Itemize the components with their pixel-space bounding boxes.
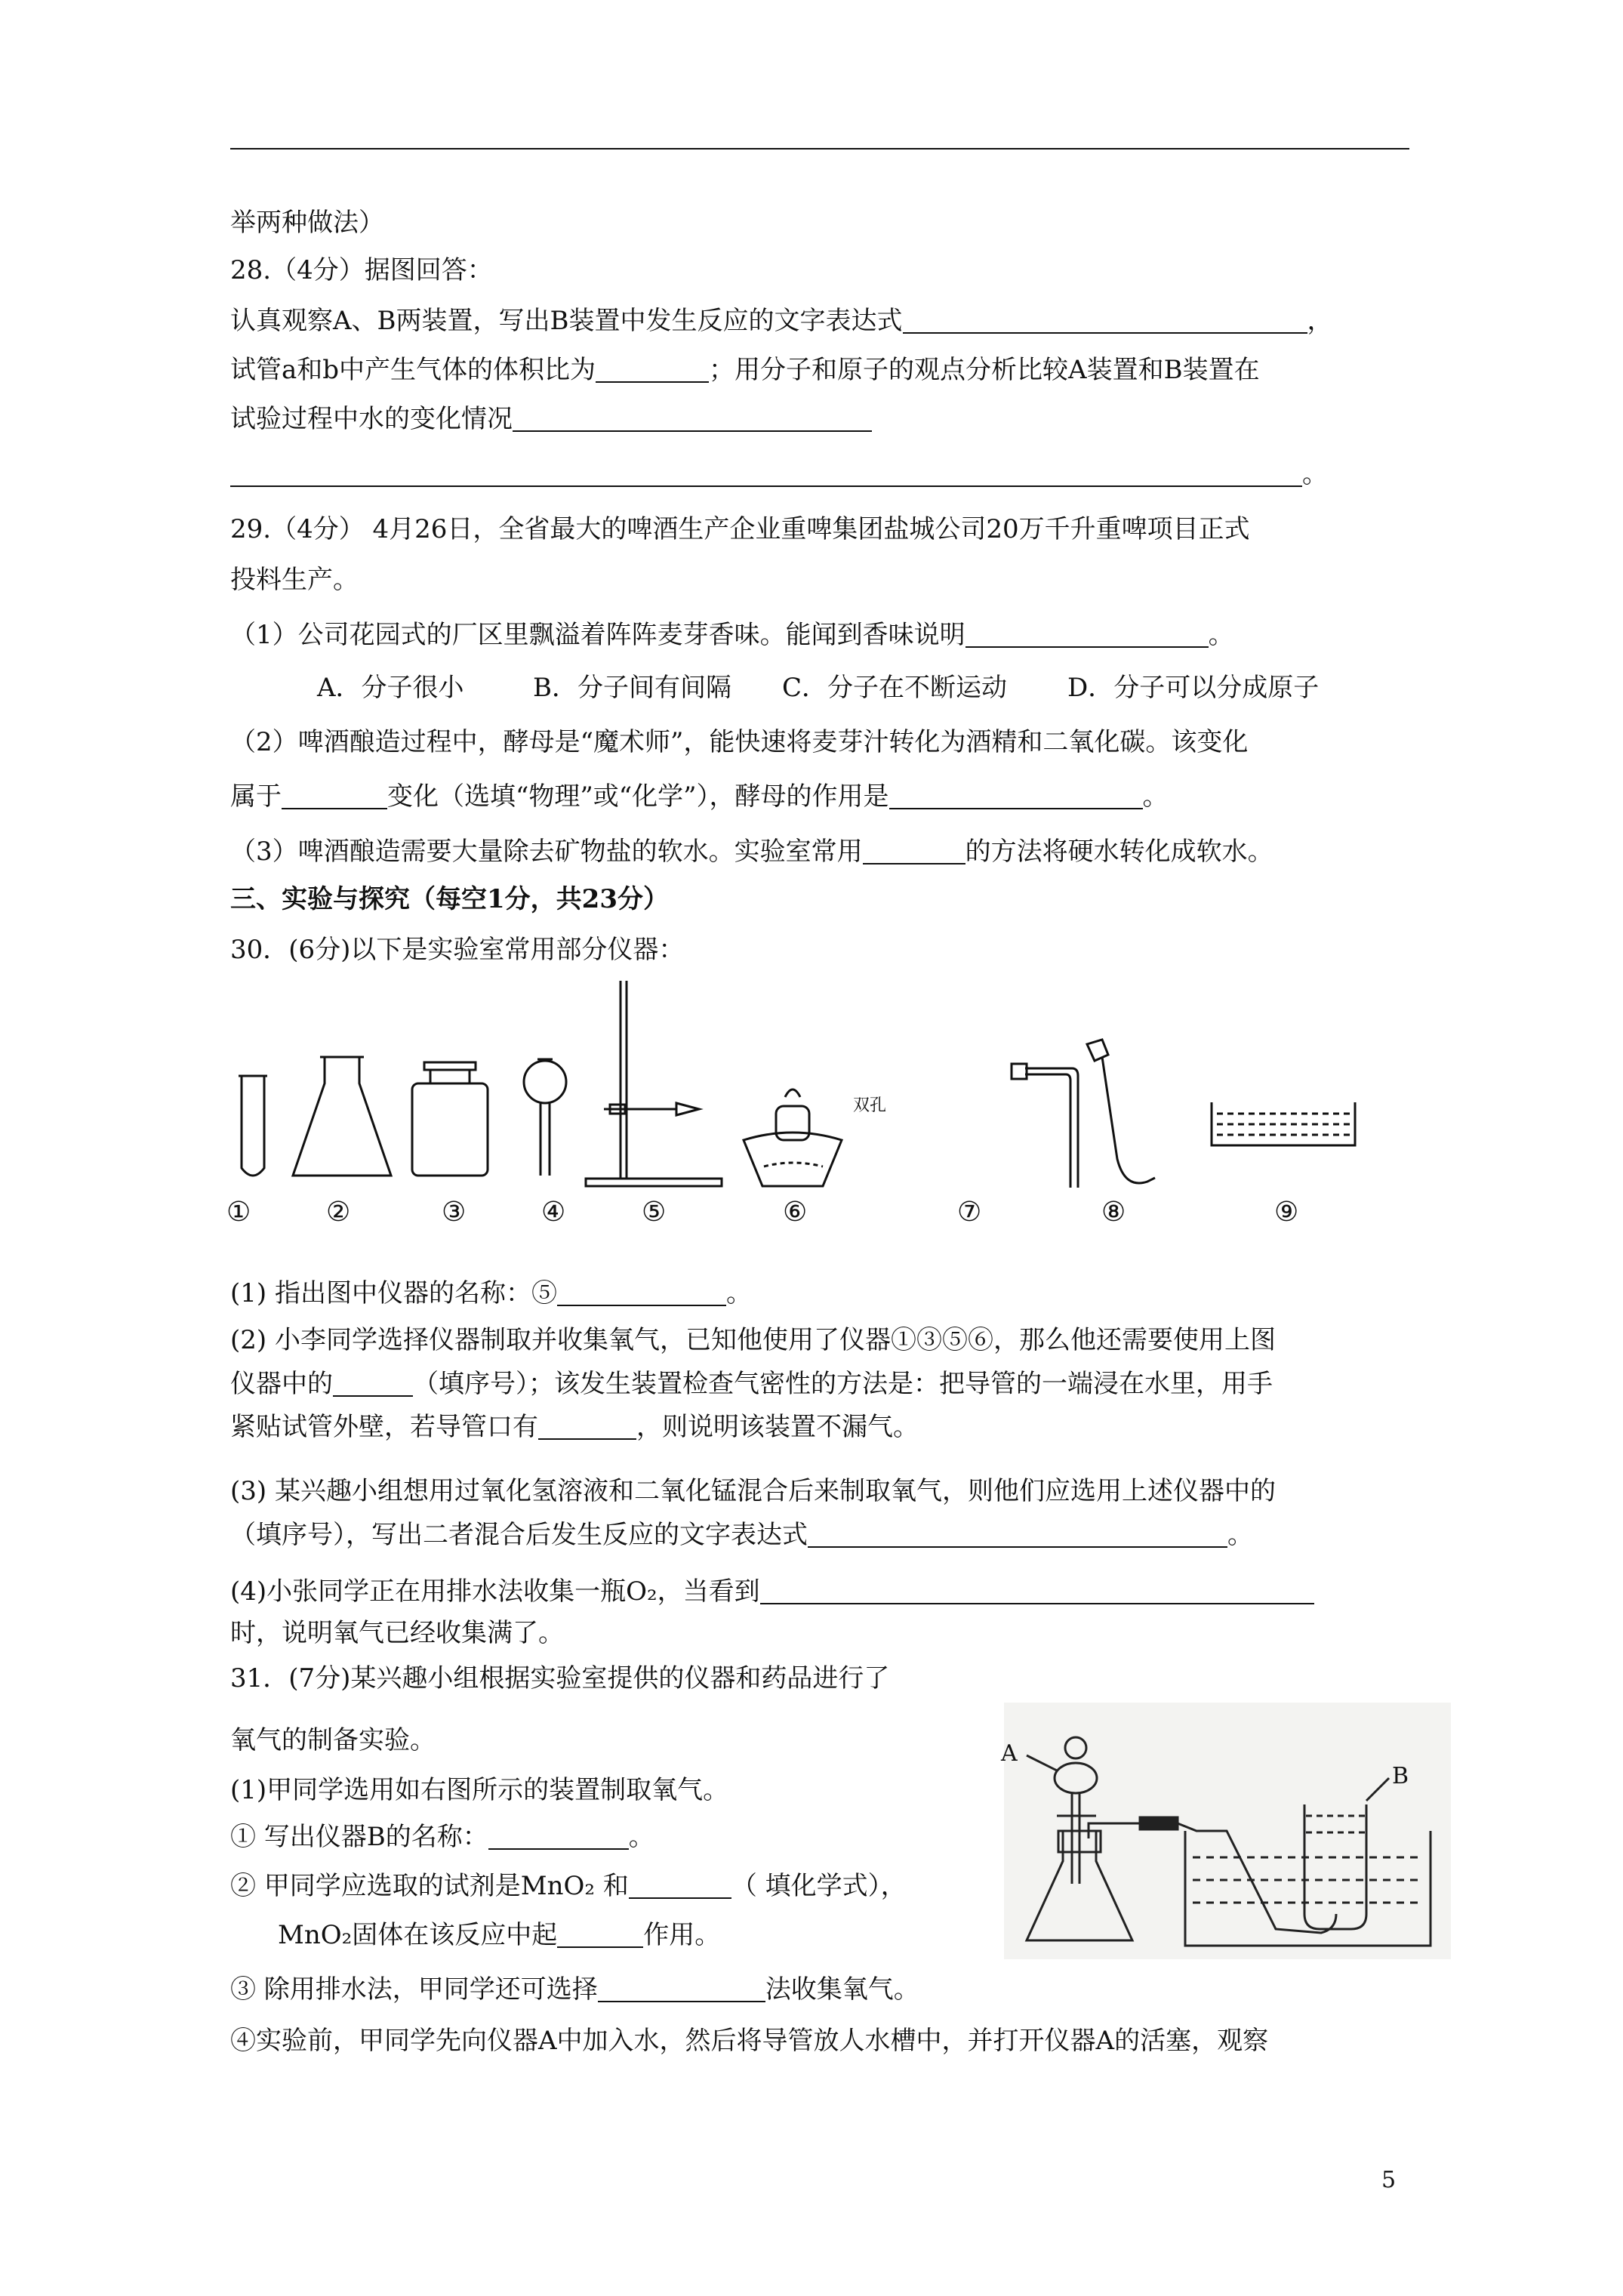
instrument-number: ④ xyxy=(541,1197,566,1228)
q30-4: (4)小张同学正在用排水法收集一瓶O₂，当看到 xyxy=(230,1574,1314,1609)
oxygen-apparatus-figure xyxy=(1004,1703,1451,1959)
q29-opt-a: A．分子很小 xyxy=(317,673,464,703)
q31-1-b: ② 甲同学应选取的试剂是MnO₂ 和 （ 填化学式）， xyxy=(230,1871,907,1901)
q28-line2: 试管a和b中产生气体的体积比为 ；用分子和原子的观点分析比较A装置和B装置在 xyxy=(230,355,1260,385)
test-tube-icon xyxy=(239,1076,267,1176)
q29-opt-d: D．分子可以分成原子 xyxy=(1067,673,1320,703)
q30-title: 30．(6分)以下是实验室常用部分仪器： xyxy=(230,935,685,965)
q31-1-b2: MnO₂固体在该反应中起 作用。 xyxy=(278,1920,721,1950)
conical-flask-icon xyxy=(293,1057,391,1176)
q29-line2: 投料生产。 xyxy=(230,565,359,595)
q31-title: 31．(7分)某兴趣小组根据实验室提供的仪器和药品进行了 xyxy=(230,1663,890,1693)
instruments-figure xyxy=(226,970,1389,1197)
q30-3b: （填序号），写出二者混合后发生反应的文字表达式 。 xyxy=(230,1520,1253,1550)
q29-opt-b: B．分子间有间隔 xyxy=(533,673,731,703)
section-3-title: 三、实验与探究（每空1分，共23分） xyxy=(230,884,669,914)
alcohol-lamp-icon xyxy=(744,1089,842,1186)
q31-1-a: ① 写出仪器B的名称： 。 xyxy=(230,1822,654,1852)
q30-2b: 仪器中的 （填序号）；该发生装置检查气密性的方法是：把导管的一端浸在水里，用手 xyxy=(230,1369,1273,1399)
instrument-note: 双孔 xyxy=(853,1096,887,1115)
instrument-number: ⑤ xyxy=(642,1197,667,1228)
fig-label-b: B xyxy=(1392,1763,1409,1789)
line-1: 举两种做法） xyxy=(230,208,384,238)
instrument-number: ⑦ xyxy=(957,1197,982,1228)
q29-title: 29.（4分） 4月26日，全省最大的啤酒生产企业重啤集团盐城公司20万千升重啤项目正式 xyxy=(230,514,1250,544)
j-tube-icon xyxy=(1087,1040,1155,1183)
q30-2c: 紧贴试管外壁，若导管口有 ，则说明该装置不漏气。 xyxy=(230,1412,919,1442)
q31-1: (1)甲同学选用如右图所示的装置制取氧气。 xyxy=(230,1775,729,1805)
fig-label-a: A xyxy=(1001,1740,1018,1767)
q29-2b: 属于 变化（选填“物理”或“化学”），酵母的作用是 。 xyxy=(230,781,1169,812)
header-rule xyxy=(230,148,1409,149)
q30-3: (3) 某兴趣小组想用过氧化氢溶液和二氧化锰混合后来制取氧气，则他们应选用上述仪器中的 xyxy=(230,1476,1276,1506)
instrument-number: ③ xyxy=(442,1197,467,1228)
delivery-tube-icon xyxy=(1012,1064,1078,1188)
q29-3: （3）啤酒酿造需要大量除去矿物盐的软水。实验室常用 的方法将硬水转化成软水。 xyxy=(230,837,1273,867)
instrument-number: ⑧ xyxy=(1101,1197,1126,1228)
q29-1: （1）公司花园式的厂区里飘溢着阵阵麦芽香味。能闻到香味说明 。 xyxy=(230,620,1234,650)
separating-funnel-icon xyxy=(524,1059,566,1176)
instrument-number: ⑥ xyxy=(783,1197,808,1228)
q28-title: 28.（4分）据图回答： xyxy=(230,255,493,285)
q28-line3: 试验过程中水的变化情况 xyxy=(230,402,872,436)
instrument-number: ① xyxy=(226,1197,251,1228)
iron-stand-icon xyxy=(586,981,722,1186)
q30-2: (2) 小李同学选择仪器制取并收集氧气，已知他使用了仪器①③⑤⑥，那么他还需要使用上图 xyxy=(230,1325,1276,1355)
q28-line4: 。 xyxy=(230,457,1328,492)
water-trough-icon xyxy=(1212,1102,1355,1145)
q29-opt-c: C．分子在不断运动 xyxy=(782,673,1008,703)
gas-jar-icon xyxy=(412,1062,488,1176)
instrument-number: ② xyxy=(326,1197,351,1228)
q31-1-c: ③ 除用排水法，甲同学还可选择 法收集氧气。 xyxy=(230,1974,919,2005)
q30-1: (1) 指出图中仪器的名称：⑤ 。 xyxy=(230,1278,752,1308)
q30-4b: 时，说明氧气已经收集满了。 xyxy=(230,1618,564,1648)
page-number: 5 xyxy=(1381,2167,1397,2193)
q31-line2: 氧气的制备实验。 xyxy=(230,1725,436,1755)
q31-1-d: ④实验前，甲同学先向仪器A中加入水，然后将导管放人水槽中，并打开仪器A的活塞，观察 xyxy=(230,2026,1269,2056)
instrument-number: ⑨ xyxy=(1274,1197,1299,1228)
q28-line1: 认真观察A、B两装置，写出B装置中发生反应的文字表达式 ， xyxy=(230,306,1333,336)
q29-2: （2）啤酒酿造过程中，酵母是“魔术师”，能快速将麦芽汁转化为酒精和二氧化碳。该变化 xyxy=(230,727,1249,757)
